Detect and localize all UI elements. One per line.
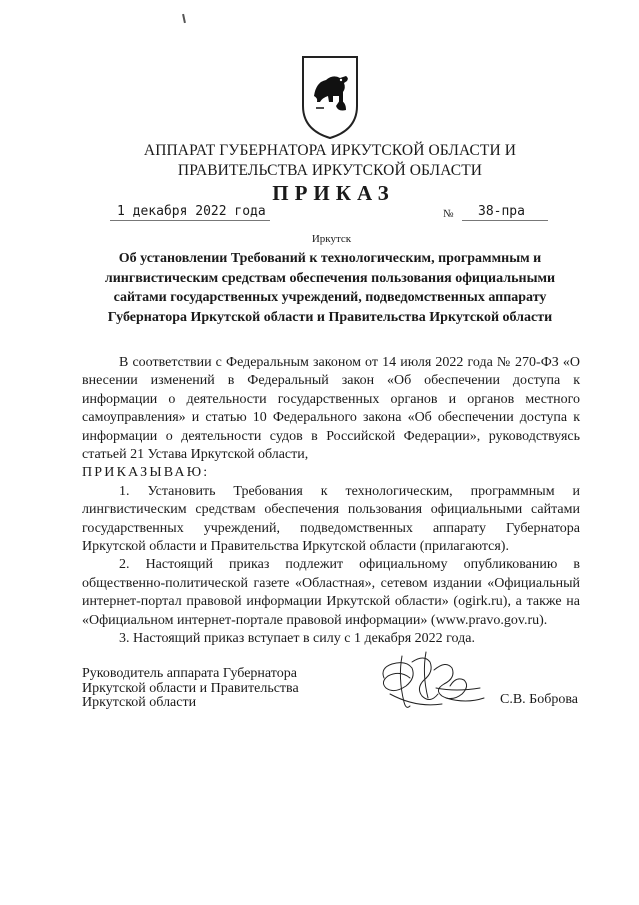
preamble-line-3: информации о деятельности государственных органов и органов местного [82, 391, 580, 407]
date-underline [110, 220, 270, 221]
title-line-2: лингвистическим средствам обеспечения пользования официальными [104, 270, 556, 286]
signer-position-line-3: Иркутской области [82, 695, 197, 710]
item-3: 3. Настоящий приказ вступает в силу с 1 декабря 2022 года. [119, 631, 475, 647]
document-date: 1 декабря 2022 года [117, 204, 266, 219]
preamble-line-5: информации о деятельности судов в Российской Федерации», руководствуясь [82, 428, 580, 444]
document-body [82, 354, 580, 649]
organization-name-line-1: АППАРАТ ГУБЕРНАТОРА ИРКУТСКОЙ ОБЛАСТИ И [143, 142, 517, 159]
document-number: 38-пра [478, 204, 525, 219]
coat-of-arms-emblem [300, 54, 360, 140]
signer-position-line-2: Иркутской области и Правительства [82, 680, 299, 696]
document-type: ПРИКАЗ [272, 181, 395, 205]
preamble-line-6: статьей 21 Устава Иркутской области, [82, 447, 309, 463]
preamble-line-1: В соответствии с Федеральным законом от 14 июля 2022 года № 270-ФЗ «О [119, 355, 580, 370]
organization-name-line-2: ПРАВИТЕЛЬСТВА ИРКУТСКОЙ ОБЛАСТИ [177, 162, 483, 179]
handwritten-signature [376, 648, 486, 714]
item-2-line-1: 2. Настоящий приказ подлежит официальному опубликованию в [119, 557, 580, 573]
item-2-line-3: интернет-портал правовой информации Иркутской области» (ogirk.ru), а также на [82, 594, 580, 610]
signer-name: С.В. Боброва [500, 692, 578, 707]
scan-mark [182, 14, 186, 23]
item-1-line-3: государственных учреждений, подведомственных аппарату Губернатора [82, 520, 580, 536]
organization-name [60, 141, 600, 181]
preamble-line-2: внесении изменений в Федеральный закон «Об обеспечении доступа к [82, 373, 580, 389]
item-2-line-4: «Официальном интернет-портале правовой информации» (www.pravo.gov.ru). [82, 612, 548, 628]
decree-word: ПРИКАЗЫВАЮ: [82, 465, 210, 481]
document-title [80, 249, 580, 327]
title-line-1: Об установлении Требований к технологическим, программным и [118, 251, 542, 266]
item-2-line-2: общественно-политической газете «Областная», сетевом издании «Официальный [82, 575, 580, 591]
signer-position-line-1: Руководитель аппарата Губернатора [82, 666, 297, 681]
number-underline [462, 220, 548, 221]
document-city: Иркутск [311, 233, 352, 245]
title-line-3: сайтами государственных учреждений, подведомственных аппарату [113, 290, 547, 305]
signer-position [82, 667, 299, 711]
preamble-line-4: самоуправления» и статью 10 Федерального закона «Об обеспечении доступа к [82, 410, 580, 426]
number-sign: № [443, 208, 454, 220]
item-1-line-4: Иркутской области и Правительства Иркутской области (прилагаются). [82, 539, 509, 555]
item-1-line-2: лингвистическим средствам обеспечения пользования официальными сайтами [82, 502, 580, 518]
item-1-line-1: 1. Установить Требования к технологическим, программным и [119, 483, 580, 499]
title-line-4: Губернатора Иркутской области и Правительства Иркутской области [107, 309, 553, 325]
